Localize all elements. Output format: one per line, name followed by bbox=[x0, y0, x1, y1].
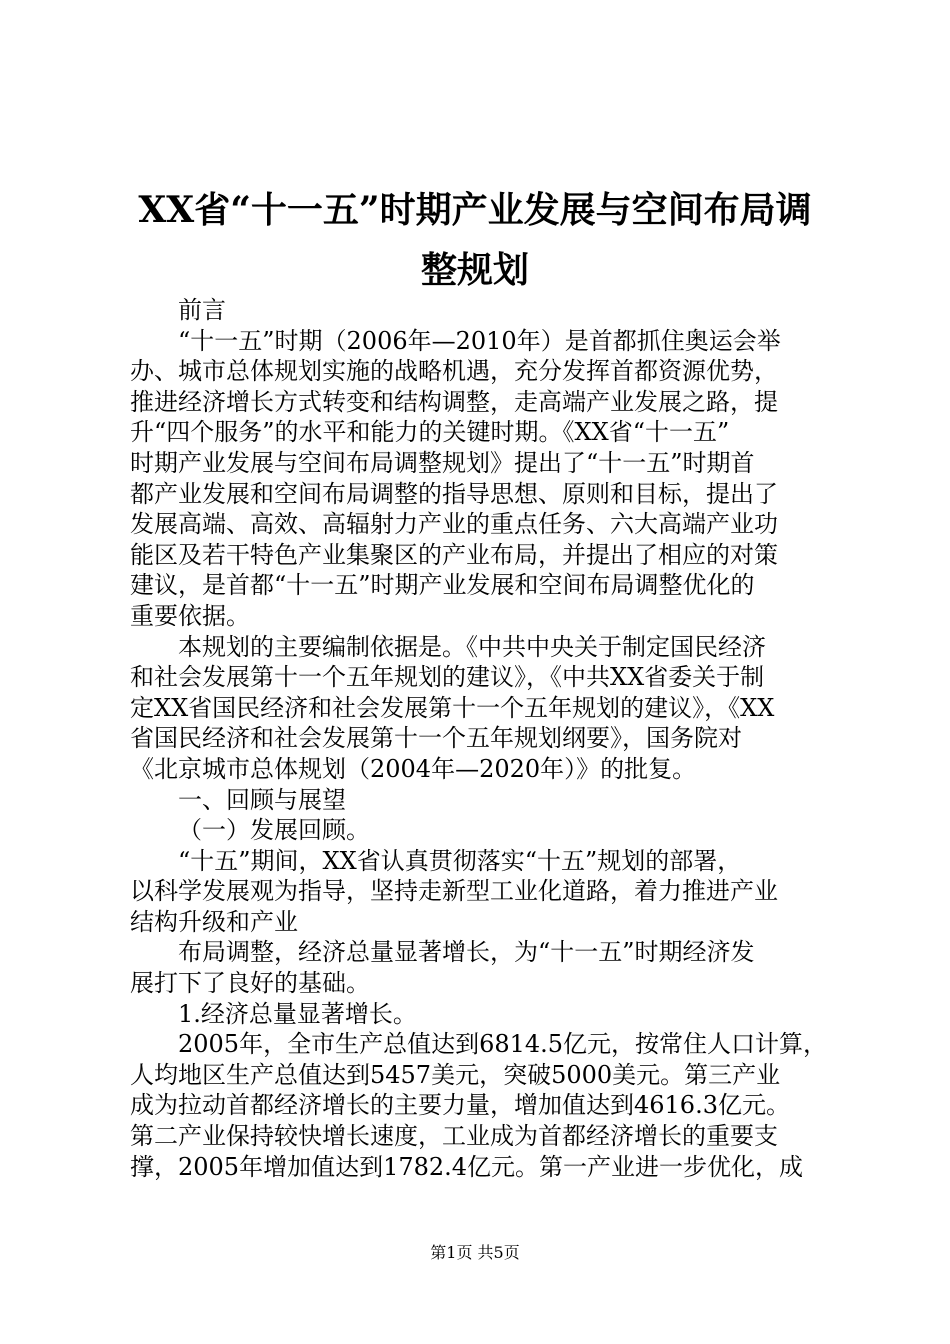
paragraph-line: 本规划的主要编制依据是。《中共中央关于制定国民经济 bbox=[178, 632, 766, 661]
paragraph-line: 办、城市总体规划实施的战略机遇，充分发挥首都资源优势， bbox=[130, 357, 778, 386]
subsection-heading: 1.经济总量显著增长。 bbox=[178, 999, 417, 1028]
section-heading: 一、回顾与展望 bbox=[178, 785, 346, 814]
paragraph-line: 推进经济增长方式转变和结构调整，走高端产业发展之路，提 bbox=[130, 387, 778, 416]
paragraph-line: 第二产业保持较快增长速度，工业成为首都经济增长的重要支 bbox=[130, 1122, 778, 1151]
paragraph-line: 重要依据。 bbox=[130, 601, 250, 630]
paragraph-line: 省国民经济和社会发展第十一个五年规划纲要》，国务院对 bbox=[130, 724, 742, 753]
paragraph-line: 发展高端、高效、高辐射力产业的重点任务、六大高端产业功 bbox=[130, 510, 778, 539]
paragraph-line: 以科学发展观为指导，坚持走新型工业化道路，着力推进产业 bbox=[130, 877, 778, 906]
document-title bbox=[100, 180, 850, 300]
subsection-heading: （一）发展回顾。 bbox=[178, 816, 370, 845]
paragraph-line: 定XX省国民经济和社会发展第十一个五年规划的建议》，《XX bbox=[130, 693, 775, 722]
paragraph-line: 结构升级和产业 bbox=[130, 907, 298, 936]
paragraph-line: 2005年，全市生产总值达到6814.5亿元，按常住人口计算， bbox=[178, 1030, 828, 1059]
paragraph-line: “十一五”时期（2006年—2010年）是首都抓住奥运会举 bbox=[178, 326, 781, 355]
paragraph-line: 成为拉动首都经济增长的主要力量，增加值达到4616.3亿元。 bbox=[130, 1091, 790, 1120]
paragraph-line: 和社会发展第十一个五年规划的建议》，《中共XX省委关于制 bbox=[130, 663, 765, 692]
title-line: XX省“十一五”时期产业发展与空间布局调 bbox=[138, 189, 812, 231]
paragraph-line: 都产业发展和空间布局调整的指导思想、原则和目标，提出了 bbox=[130, 479, 778, 508]
paragraph-line: 建议，是首都“十一五”时期产业发展和空间布局调整优化的 bbox=[130, 571, 755, 600]
paragraph-line: 人均地区生产总值达到5457美元，突破5000美元。第三产业 bbox=[130, 1060, 781, 1089]
page-number-label: 第1页 共5页 bbox=[430, 1243, 520, 1262]
paragraph-line: 能区及若干特色产业集聚区的产业布局，并提出了相应的对策 bbox=[130, 540, 778, 569]
section-heading-preface: 前言 bbox=[178, 296, 226, 324]
paragraph-line: 升“四个服务”的水平和能力的关键时期。《XX省“十一五” bbox=[130, 418, 730, 447]
document-body bbox=[130, 295, 850, 1182]
paragraph-line: 《北京城市总体规划（2004年—2020年）》的批复。 bbox=[130, 754, 697, 783]
paragraph-line: 时期产业发展与空间布局调整规划》提出了“十一五”时期首 bbox=[130, 448, 755, 477]
page-footer bbox=[0, 1243, 950, 1263]
paragraph-line: 撑，2005年增加值达到1782.4亿元。第一产业进一步优化，成 bbox=[130, 1152, 804, 1181]
paragraph-line: 布局调整，经济总量显著增长，为“十一五”时期经济发 bbox=[178, 938, 755, 967]
title-line: 整规划 bbox=[420, 249, 529, 291]
paragraph-line: “十五”期间，XX省认真贯彻落实“十五”规划的部署， bbox=[178, 846, 742, 875]
paragraph-line: 展打下了良好的基础。 bbox=[130, 969, 370, 998]
